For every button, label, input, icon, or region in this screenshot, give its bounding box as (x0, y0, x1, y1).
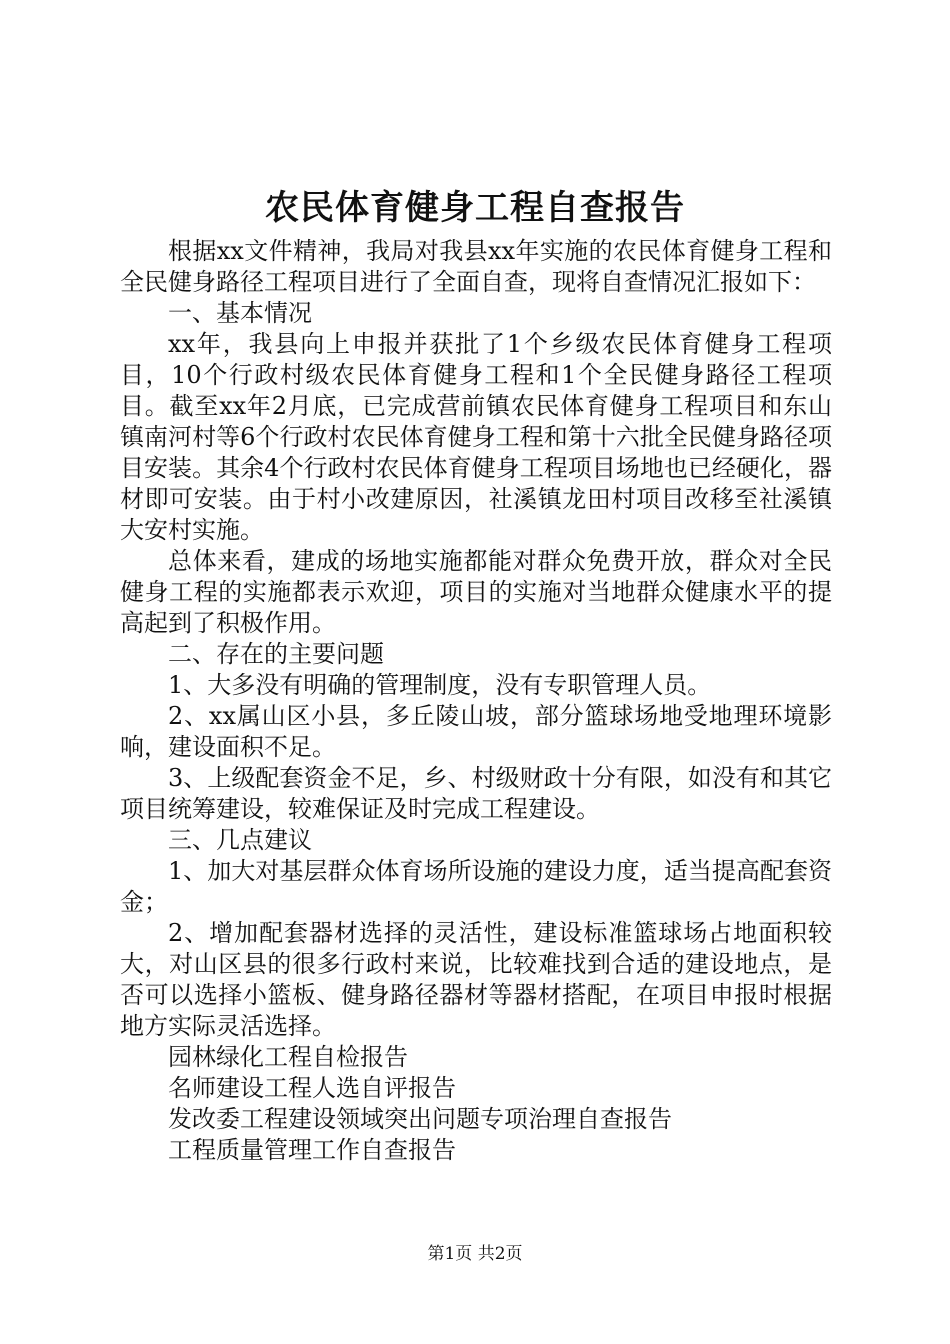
problem-item-2: 2、xx属山区小县，多丘陵山坡，部分篮球场地受地理环境影响，建设面积不足。 (120, 702, 832, 761)
related-link[interactable]: 发改委工程建设领域突出问题专项治理自查报告 (168, 1105, 672, 1133)
related-link[interactable]: 工程质量管理工作自查报告 (168, 1136, 456, 1164)
intro-paragraph: 根据xx文件精神，我局对我县xx年实施的农民体育健身工程和全民健身路径工程项目进行了全面自查，现将自查情况汇报如下： (120, 237, 832, 296)
problem-item-1: 1、大多没有明确的管理制度，没有专职管理人员。 (168, 671, 712, 699)
overall-paragraph: 总体来看，建成的场地实施都能对群众免费开放，群众对全民健身工程的实施都表示欢迎，项目的实施对当地群众健康水平的提高起到了积极作用。 (120, 547, 832, 637)
document-title: 农民体育健身工程自查报告 (265, 188, 685, 228)
related-link[interactable]: 园林绿化工程自检报告 (168, 1043, 408, 1071)
basic-situation-paragraph: xx年，我县向上申报并获批了1个乡级农民体育健身工程项目，10个行政村级农民体育健身工程和1个全民健身路径工程项目。截至xx年2月底，已完成营前镇农民体育健身工程项目和东山镇南河村等6个行政村农民体育健身工程和第十六批全民健身路径项目安装。其余4个行政村农民体育健身工程项目场地也已经硬化，器材即可安装。由于村小改建原因，社溪镇龙田村项目改移至社溪镇大安村实施。 (120, 330, 832, 544)
problem-item-3: 3、上级配套资金不足，乡、村级财政十分有限，如没有和其它项目统筹建设，较难保证及时完成工程建设。 (120, 764, 832, 823)
page-footer: 第1页 共2页 (427, 1244, 523, 1264)
document-body (120, 236, 832, 1166)
related-link[interactable]: 名师建设工程人选自评报告 (168, 1074, 456, 1102)
section-heading-basic: 一、基本情况 (168, 299, 312, 327)
section-heading-suggestions: 三、几点建议 (168, 826, 312, 854)
suggestion-item-2: 2、增加配套器材选择的灵活性，建设标准篮球场占地面积较大，对山区县的很多行政村来说，比较难找到合适的建设地点，是否可以选择小篮板、健身路径器材等器材搭配，在项目申报时根据地方实际灵活选择。 (120, 919, 832, 1040)
suggestion-item-1: 1、加大对基层群众体育场所设施的建设力度，适当提高配套资金； (120, 857, 832, 916)
section-heading-problems: 二、存在的主要问题 (168, 640, 384, 668)
